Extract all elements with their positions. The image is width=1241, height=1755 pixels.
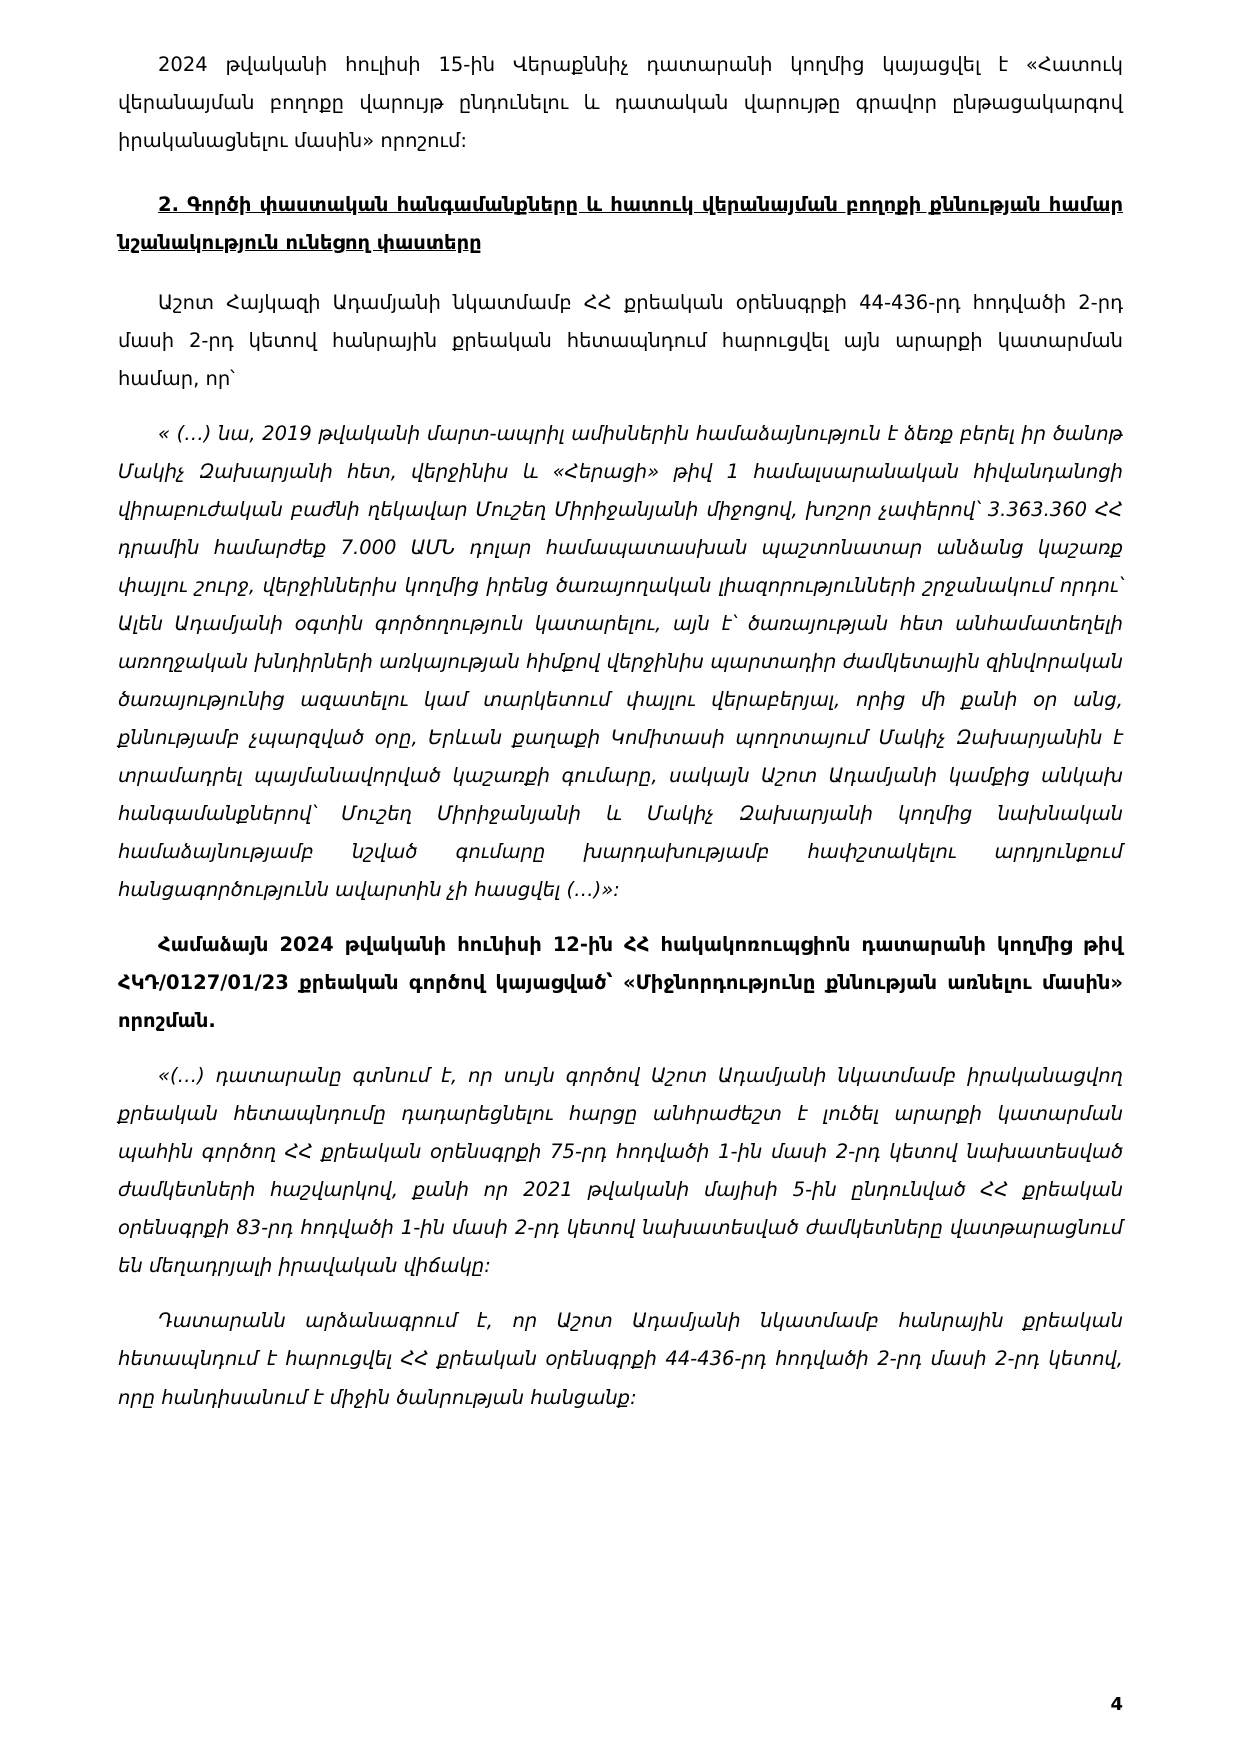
paragraph-court-finding-2: Դատարանն արձանագրում է, որ Աշոտ Ադամյանի նկատմամբ հանրային քրեական հետապնդում է հարուցվել ՀՀ քրեական օրենսգրքի 44-436-րդ հոդվածի 2-րդ մասի 2-րդ կետով, որը հանդիսանում է միջին ծանրության հանցանք: [118,1309,1123,1409]
paragraph-cassation-decision: Համաձայն 2024 թվականի հունիսի 12-ին ՀՀ հակակոռուպցիոն դատարանի կողմից թիվ ՀԿԴ/0127/01/23 քրեական գործով կայացված՝ «Միջնորդությունը քննության առնելու մասին» որոշման. [118,933,1123,1033]
paragraph-intro-decision: 2024 թվականի հուլիսի 15-ին Վերաքննիչ դատարանի կողմից կայացվել է «Հատուկ վերանայման բողոքը վարույթ ընդունելու և դատական վարույթը գրավոր ընթացակարգով իրականացնելու մասին» որոշում: [118,53,1123,153]
page-number: 4 [1110,1694,1123,1715]
section-heading-2: 2. Գործի փաստական հանգամանքները և հատուկ վերանայման բողոքի քննության համար նշանակություն ունեցող փաստերը [118,193,1123,255]
paragraph-charge: Աշոտ Հայկազի Ադամյանի նկատմամբ ՀՀ քրեական օրենսգրքի 44-436-րդ հոդվածի 2-րդ մասի 2-րդ կետով հանրային քրեական հետապնդում հարուցվել այն արարքի կատարման համար, որ՝ [118,291,1123,391]
paragraph-quote-long: « (…) նա, 2019 թվականի մարտ-ապրիլ ամիսներին համաձայնություն է ձեռք բերել իր ծանոթ Մակիչ Զախարյանի հետ, վերջինիս և «Հերացի» թիվ 1 համալսարանական հիվանդանոցի վիրաբուժական բաժնի ղեկավար Մուշեղ Միրիջանյանի միջոցով, խոշոր չափերով՝ 3.363.360 ՀՀ դրամին համարժեք 7.000 ԱՄՆ դոլար համապատասխան պաշտոնատար անձանց կաշառք փայլու շուրջ, վերջիններիս կողմից իրենց ծառայողական լիազորությունների շրջանակում որդու՝ Ալեն Ադամյանի օգտին գործողություն կատարելու, այն է՝ ծառայության հետ անհամատեղելի առողջական խնդիրների առկայության հիմքով վերջինիս պարտադիր ժամկետային զինվորական ծառայությունից ազատելու կամ տարկետում փայլու վերաբերյալ, որից մի քանի օր անց, քննությամբ չպարզված օրը, Երևան քաղաքի Կոմիտասի պողոտայում Մակիչ Զախարյանին է տրամադրել պայմանավորված կաշառքի գումարը, սակայն Աշոտ Ադամյանի կամքից անկախ հանգամանքներով՝ Մուշեղ Միրիջանյանի և Մակիչ Զախարյանի կողմից նախնական համաձայնությամբ նշված գումարը խարդախությամբ հափշտակելու արդյունքում հանցագործությունն ավարտին չի հասցվել (…)»: [118,422,1123,902]
paragraph-court-finding-1: «(…) դատարանը գտնում է, որ սույն գործով Աշոտ Ադամյանի նկատմամբ իրականացվող քրեական հետապնդումը դադարեցնելու հարցը անհրաժեշտ է լուծել արարքի կատարման պահին գործող ՀՀ քրեական օրենսգրքի 75-րդ հոդվածի 1-ին մասի 2-րդ կետով նախատեսված ժամկետների հաշվարկով, քանի որ 2021 թվականի մայիսի 5-ին ընդունված ՀՀ քրեական օրենսգրքի 83-րդ հոդվածի 1-ին մասի 2-րդ կետով նախատեսված ժամկետները վատթարացնում են մեղադրյալի իրավական վիճակը: [118,1064,1123,1278]
